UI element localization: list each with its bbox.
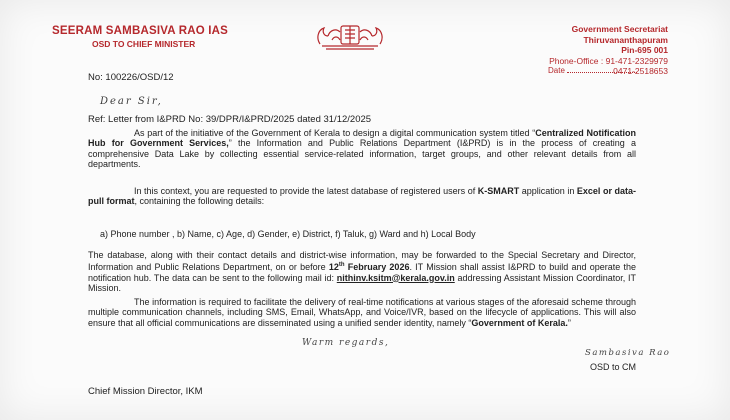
- paragraph-4: The information is required to facilitate the delivery of real-time notifications at various stages of the aforesaid scheme through multiple communication channels, including SMS, Email, WhatsApp, and Voice/IVR, based on the lifecycle of applications. This will also ensure that all official communications are disseminated using a unified sender identity, namely “Government of Kerala.”: [88, 297, 636, 328]
- email-link[interactable]: nithinv.ksitm@kerala.gov.in: [336, 272, 455, 283]
- date-line: [567, 72, 637, 73]
- closing-regards: Warm regards,: [302, 338, 390, 348]
- sender-designation: OSD TO CHIEF MINISTER: [92, 39, 196, 49]
- salutation: Dear Sir,: [100, 96, 163, 107]
- paragraph-3: The database, along with their contact details and district-wise information, may be forwarded to the Special Secretary and Director, Information and Public Relations Department, on or before 12th February 2026. IT Mission shall assist I&PRD to build and operate the notification hub. The data can be sent to the following mail id: nithinv.ksitm@kerala.gov.in addressing Assistant Mission Coordinator, IT Mission.: [88, 250, 636, 293]
- paragraph-2: In this context, you are requested to provide the latest database of registered users of K-SMART application in Excel or data-pull format, containing the following details:: [88, 186, 636, 207]
- letterhead-left: [52, 25, 228, 49]
- office-phone-2: 0471-2518653: [613, 66, 668, 76]
- sender-name: SEERAM SAMBASIVA RAO IAS: [52, 25, 229, 37]
- office-phone: Phone-Office : 91-471-2329979: [549, 55, 668, 66]
- office-pin: Pin-695 001: [621, 45, 668, 55]
- addressee: Chief Mission Director, IKM: [88, 386, 203, 397]
- office-city: Thiruvananthapuram: [583, 34, 668, 45]
- date-field: [548, 66, 637, 75]
- date-label: Date: [548, 66, 565, 75]
- letter-number: No: 100226/OSD/12: [88, 72, 174, 83]
- reference-line: Ref: Letter from I&PRD No: 39/DPR/I&PRD/2025 dated 31/12/2025: [88, 114, 372, 125]
- signatory-title: OSD to CM: [590, 362, 637, 372]
- office-name: Government Secretariat: [571, 24, 668, 34]
- signature: Sambasiva Rao: [585, 348, 671, 358]
- paragraph-1: As part of the initiative of the Government of Kerala to design a digital communication system titled “Centralized Notification Hub for Government Services,” the Information and Public Relations Department (I&PRD) is in the process of creating a comprehensive Data Lake by collecting essential service-related information, target groups, and other relevant details from all departments.: [88, 128, 636, 169]
- details-list: a) Phone number , b) Name, c) Age, d) Gender, e) District, f) Taluk, g) Ward and h) Local Body: [100, 229, 476, 239]
- kerala-emblem-icon: [312, 20, 388, 52]
